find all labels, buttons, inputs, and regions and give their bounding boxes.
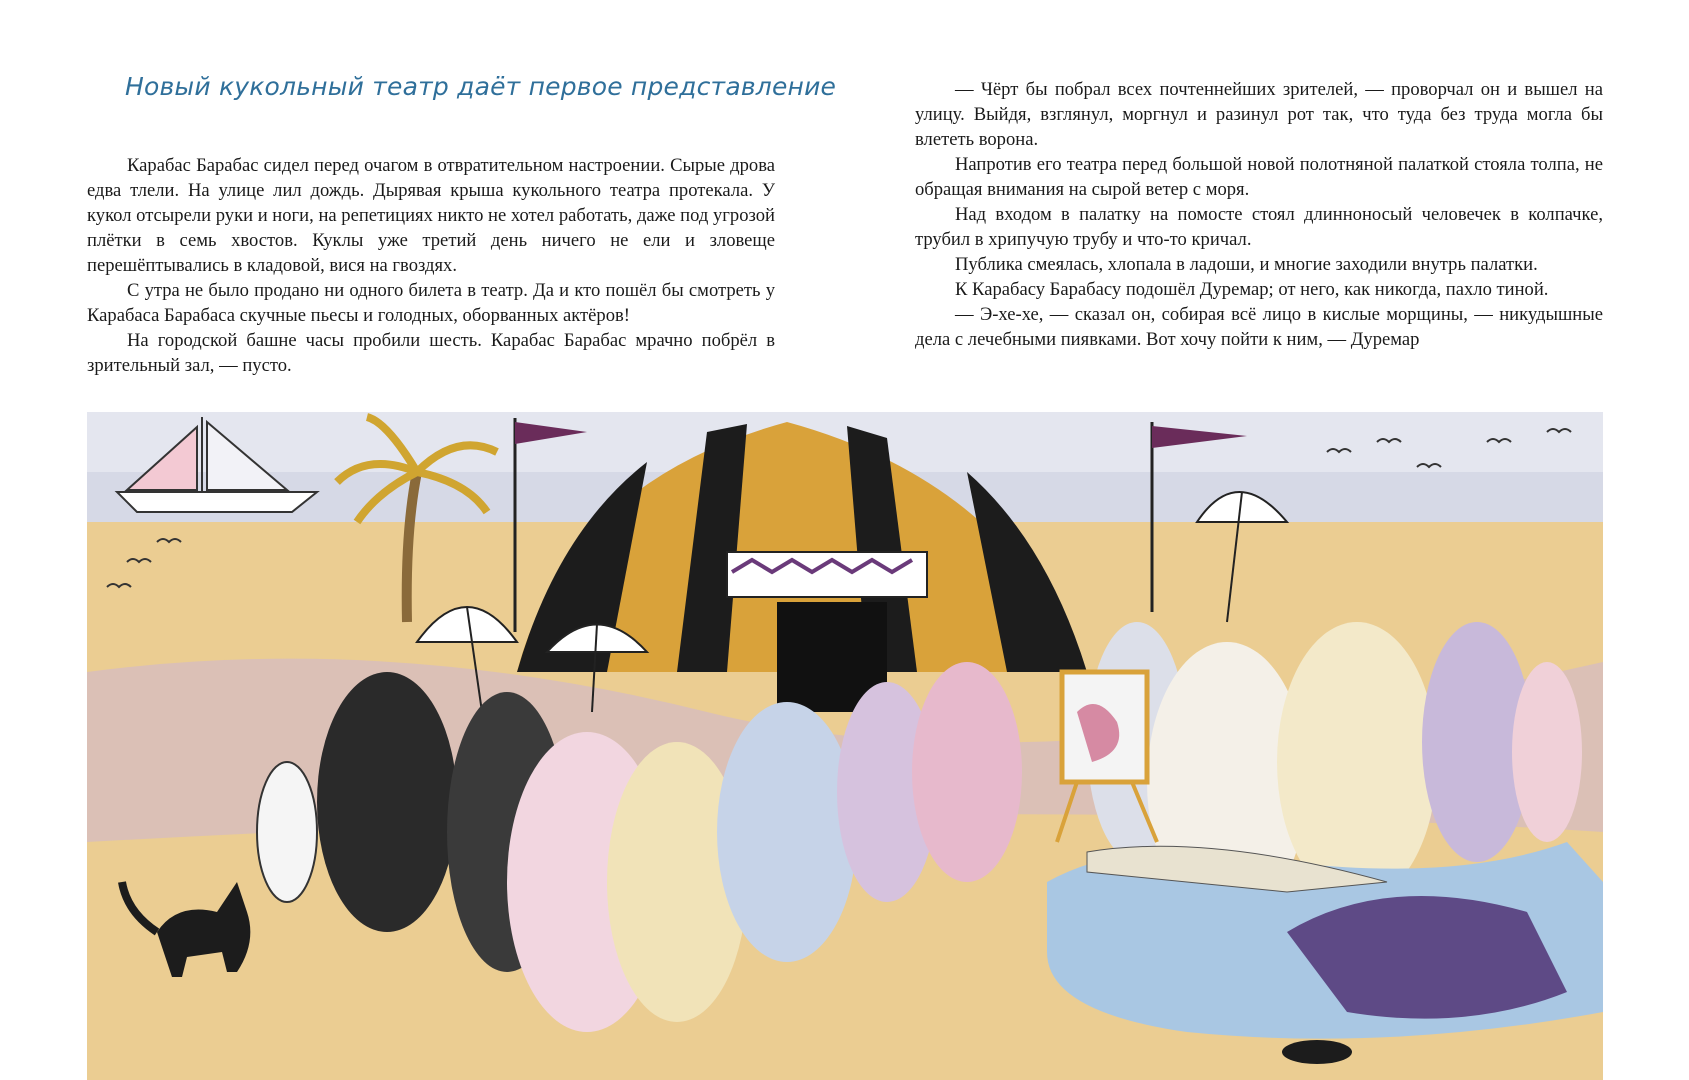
left-text-column <box>87 153 775 378</box>
tent-crowd-illustration <box>87 412 1603 1080</box>
illustration-canvas <box>87 412 1603 1080</box>
paragraph: Публика смеялась, хлопала в ладоши, и многие заходили внутрь палатки. <box>955 254 1538 275</box>
page-title: Новый кукольный театр даёт первое представление <box>125 72 837 101</box>
paragraph: Напротив его театра перед большой новой полотняной палаткой стояла толпа, не обращая внимания на сырой ветер с моря. <box>915 154 1603 200</box>
paragraph: С утра не было продано ни одного билета в театр. Да и кто пошёл бы смотреть у Карабаса Барабаса скучные пьесы и голодных, оборванных актёров! <box>87 280 775 326</box>
paragraph: — Э-хе-хе, — сказал он, собирая всё лицо в кислые морщины, — никудышные дела с лечебными пиявками. Вот хочу пойти к ним, — Дуремар <box>915 304 1603 350</box>
paragraph: На городской башне часы пробили шесть. Карабас Барабас мрачно побрёл в зрительный зал, — пусто. <box>87 330 775 376</box>
paragraph: К Карабасу Барабасу подошёл Дуремар; от него, как никогда, пахло тиной. <box>955 279 1549 300</box>
paragraph: Карабас Барабас сидел перед очагом в отвратительном настроении. Сырые дрова едва тлели. На улице лил дождь. Дырявая крыша кукольного театра протекала. У кукол отсырели руки и ноги, на репетициях никто не хотел работать, даже под угрозой плётки в семь хвостов. Куклы уже третий день ничего не ели и зловеще перешёптывались в кладовой, вися на гвоздях. <box>87 155 775 276</box>
paragraph: Над входом в палатку на помосте стоял длинноносый человечек в колпачке, трубил в хрипучую трубу и что-то кричал. <box>915 204 1603 250</box>
paragraph: — Чёрт бы побрал всех почтеннейших зрителей, — проворчал он и вышел на улицу. Выйдя, взглянул, моргнул и разинул рот так, что туда без труда могла бы влететь ворона. <box>915 79 1603 150</box>
right-text-column <box>915 77 1603 352</box>
